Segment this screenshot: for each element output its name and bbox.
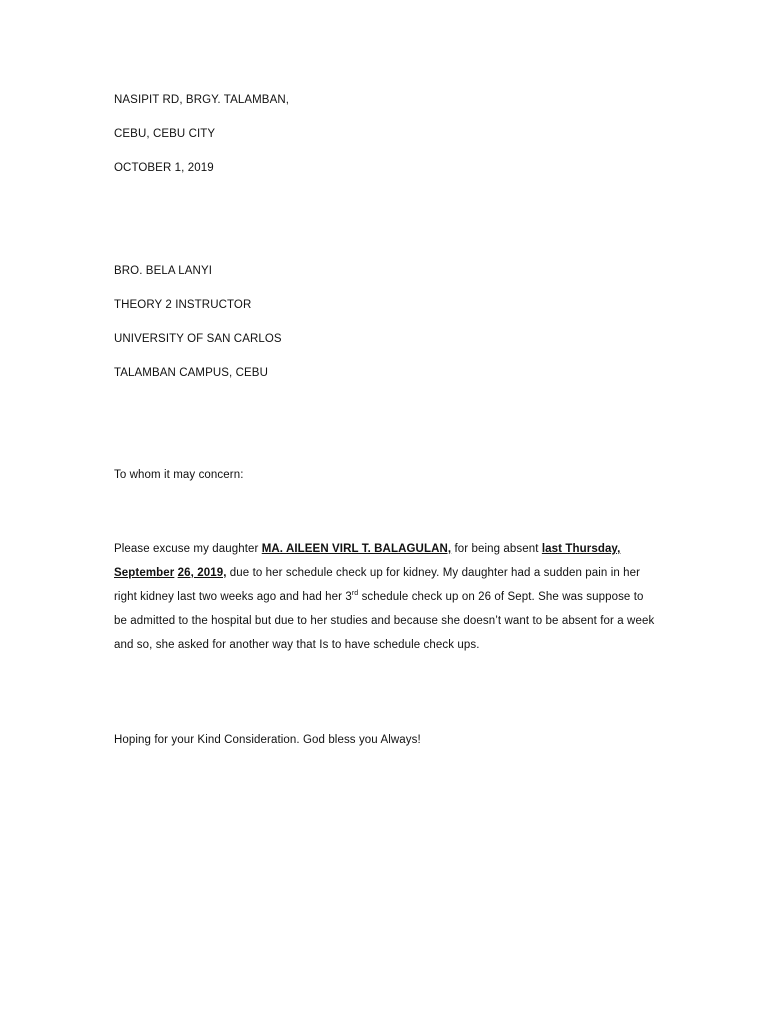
body-text-3: due to her schedule check up for kidney. My daughter had a sudden pain in her right kidney last two weeks ago and had her 3 bbox=[114, 567, 641, 603]
ordinal-suffix: rd bbox=[351, 590, 359, 597]
body-text-1: Please excuse my daughter bbox=[114, 543, 262, 555]
recipient-name: BRO. BELA LANYI bbox=[114, 265, 213, 277]
recipient-campus: TALAMBAN CAMPUS, CEBU bbox=[114, 367, 268, 379]
body-text-4: schedule check up on 26 of Sept. She was suppose to be admitted to the hospital but due to her studies and because she doesn’t want to be absent for a week and so, she asked for another way that Is to have schedule check ups. bbox=[114, 591, 655, 651]
body-text-2: for being absent bbox=[451, 543, 542, 555]
closing: Hoping for your Kind Consideration. God bless you Always! bbox=[114, 734, 421, 746]
sender-address-line1: NASIPIT RD, BRGY. TALAMBAN, bbox=[114, 94, 290, 106]
salutation: To whom it may concern: bbox=[114, 469, 244, 481]
recipient-institution: UNIVERSITY OF SAN CARLOS bbox=[114, 333, 282, 345]
absence-date-part1: last Thursday, September bbox=[114, 543, 621, 579]
recipient-title: THEORY 2 INSTRUCTOR bbox=[114, 299, 252, 311]
absence-date-part2: 26, 2019, bbox=[177, 567, 227, 579]
letter-date: OCTOBER 1, 2019 bbox=[114, 162, 214, 174]
letter-body bbox=[114, 537, 659, 657]
sender-address-line2: CEBU, CEBU CITY bbox=[114, 128, 216, 140]
student-name: MA. AILEEN VIRL T. BALAGULAN, bbox=[261, 543, 452, 555]
